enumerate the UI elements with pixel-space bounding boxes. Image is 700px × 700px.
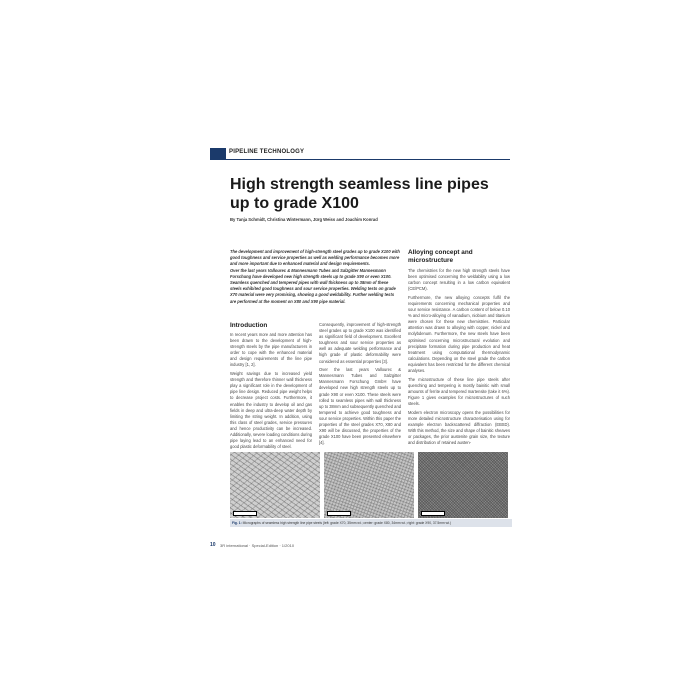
scale-bar [421,511,445,516]
paragraph: Furthermore, the new alloying concepts fulfil the requirements concerning mechanical properties and sour service resistance. A carbon content of below 0.10 % and micro-alloying of vanadium, niobium and titanium were chosen for these new chemistries. Particular attention was drawn to alloying with copper, nickel and molybdenum. Furthermore, the new steels have been optimised concerning microstructural evolution and precipitate formation during pipe production and heat treatment using computational thermodynamic calculations. Depending on the steel grade the carbon equivalent has been restricted for the different chemical analyses. [408,294,510,373]
micrograph-right [418,452,508,518]
article-abstract [230,249,401,305]
page-number: 10 [210,542,216,548]
figure-1 [230,452,512,526]
figure-caption-text: Micrographs of seamless high strength line pipe steels (left: grade X70, 35mm wt.; center: grade X80, 34mm wt.; right: grade X90, 37.5mm wt.) [242,521,451,525]
abstract-paragraph: The development and improvement of high-strength steel grades up to grade X100 with good toughness and service properties as well as welding performance becomes more and more important due to enhanced material and design requirements. [230,249,400,267]
section-color-block [210,148,226,159]
paragraph: Over the last years Vallourec & Mannesmann Tubes and Salzgitter Mannesmann Forschung GmbH have developed new high strength steels up to grade X90 or even X100. These steels were rolled to seamless pipes with wall thickness up to 38mm and subsequently quenched and tempered to achieve good toughness and sour service properties. Within this paper the properties of the steel grades X70, X80 and X90 will be discussed, the properties of the grade X100 have been presented elsewhere [4]. [319,367,401,446]
section-header [210,148,510,159]
scale-bar [233,511,257,516]
column-right [408,268,510,449]
section-divider [210,159,510,160]
abstract-paragraph: Over the last years Vallourec & Mannesmann Tubes and Salzgitter Mannesmann Forschung have developed new high strength steels up to grade X90 or even X100. Seamless quenched and tempered pipes with wall thickness up to 38mm of these steels exhibited good toughness and sour service properties. Welding tests on grade X70 material were very promising, showing a good weldability. Further welding tests are performed at the moment on X80 and X90 pipe material. [230,267,396,304]
article-authors: By Tanja Schmidt, Christina Wintermann, Jürg Weiss and Joachim Konrad [230,217,378,222]
article-page [210,148,510,548]
figure-caption [230,519,512,527]
article-title: High strength seamless line pipes up to grade X100 [230,176,489,212]
paragraph: The microstructure of these line pipe steels after quenching and tempering is mostly bainitic with small amounts of ferrite and tempered martensite (take it 6%). Figure 1 gives examples for microstructures of such steels. [408,376,510,406]
figure-caption-label: Fig. 1: [232,521,242,525]
journal-name: 3R international · Special-Edition · 1/2010 [220,542,295,548]
intro-heading: Introduction [230,322,268,329]
paragraph: Consequently, improvement of high-strength steel grades up to grade X100 was identified as significant field of development. Excellent toughness and sour service properties as well as adequate welding performance and high grade of plastic deformability were considered as essential properties [3]. [319,322,401,364]
section-label: PIPELINE TECHNOLOGY [229,149,305,155]
micrograph-left [230,452,320,518]
paragraph: The chemistries for the new high strength steels have been optimised concerning the weldability using a low carbon concept resulting in a low carbon equivalent (CE/PCM). [408,268,510,292]
page-footer [210,542,510,550]
paragraph: Modern electron microscopy opens the possibilities for more detailed microstructure characterisation using for example electron backscattered diffraction (EBSD). With this method, the size and shape of bainitic sheaves or packages, the prior austenite grain size, the texture and distribution of retained austen- [408,409,510,446]
column-left [230,332,312,453]
micrograph-center [324,452,414,518]
alloying-heading: Alloying concept and microstructure [408,249,473,264]
column-middle [319,322,401,449]
scale-bar [327,511,351,516]
paragraph: In recent years more and more attention has been drawn to the development of high-strength steels by the pipe manufacturers in order to cope with the enhanced material and design requirements of the line pipe industry [1, 2]. [230,332,312,368]
paragraph: Weight savings due to increased yield strength and therefore thinner wall thickness play a significant role in the development of pipe line design. Reduced pipe weight helps to decrease project costs. Furthermore, it enables the industry to develop oil and gas fields in deep and ultra-deep water depth by limiting the string weight. In addition, using this class of steel grades, service pressures and hence productivity can be increased. Additionally, severe loading conditions during pipe laying lead to an enhanced need for good plastic deformability of steel. [230,371,312,450]
